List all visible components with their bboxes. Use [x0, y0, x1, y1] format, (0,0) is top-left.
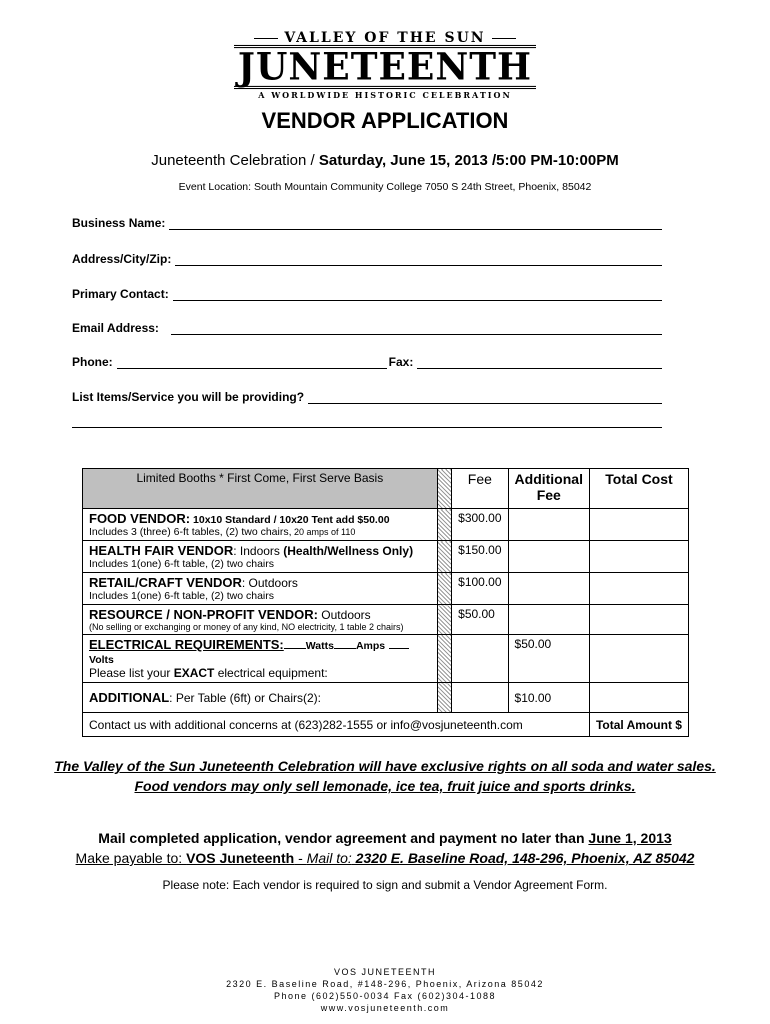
footer-org: VOS JUNETEENTH	[333, 967, 436, 977]
address-label: Address/City/Zip:	[72, 252, 172, 266]
resource-vendor-place: Outdoors	[317, 608, 371, 622]
food-vendor-name: FOOD VENDOR:	[89, 511, 191, 526]
table-row	[83, 541, 689, 573]
retail-vendor-name: RETAIL/CRAFT VENDOR	[89, 575, 242, 590]
electrical-watts: Watts	[305, 640, 334, 652]
logo	[0, 30, 770, 100]
health-vendor-desc: Includes 1(one) 6-ft table, (2) two chairs	[89, 558, 275, 570]
food-vendor-desc: Includes 3 (three) 6-ft tables, (2) two chairs,	[89, 526, 292, 538]
health-total-cell[interactable]	[589, 541, 688, 573]
retail-vendor-fee: $100.00	[452, 573, 508, 605]
email-field[interactable]	[72, 321, 662, 335]
electrical-list-pre: Please list your	[89, 666, 174, 680]
footer	[0, 966, 770, 1014]
items-label: List Items/Service you will be providing?	[72, 390, 305, 404]
additional-fee: $10.00	[508, 683, 589, 713]
food-additional-cell[interactable]	[508, 509, 589, 541]
resource-additional-cell[interactable]	[508, 605, 589, 635]
agreement-note: Please note: Each vendor is required to sign and submit a Vendor Agreement Form.	[162, 878, 608, 892]
table-row	[83, 605, 689, 635]
event-location: Event Location: South Mountain Community College 7050 S 24th Street, Phoenix, 85042	[178, 181, 592, 193]
phone-fax-field[interactable]	[72, 355, 662, 369]
retail-additional-cell[interactable]	[508, 573, 589, 605]
footer-web: www.vosjuneteenth.com	[320, 1003, 450, 1013]
items-field[interactable]	[72, 390, 662, 404]
total-cost-header: Total Cost	[589, 469, 688, 509]
business-name-input[interactable]	[169, 217, 662, 230]
table-row	[83, 683, 689, 713]
mail-deadline	[0, 830, 770, 846]
email-label: Email Address:	[72, 321, 159, 335]
primary-contact-label: Primary Contact:	[72, 287, 169, 301]
health-vendor-fee: $150.00	[452, 541, 508, 573]
retail-vendor-place: : Outdoors	[241, 576, 298, 590]
food-vendor-size: 10x10 Standard / 10x20 Tent add $50.00	[190, 514, 390, 526]
fax-input[interactable]	[417, 356, 662, 369]
additional-desc: : Per Table (6ft) or Chairs(2):	[169, 691, 321, 705]
event-name: Juneteenth Celebration /	[151, 152, 319, 169]
health-vendor-note: (Health/Wellness Only)	[283, 544, 414, 558]
resource-total-cell[interactable]	[589, 605, 688, 635]
total-amount[interactable]: Total Amount $	[589, 713, 688, 737]
electrical-amps: Amps	[355, 640, 386, 652]
table-row	[83, 713, 689, 737]
health-additional-cell[interactable]	[508, 541, 589, 573]
table-row	[83, 573, 689, 605]
mail-deadline-text: Mail completed application, vendor agreement and payment no later than	[98, 830, 589, 846]
booth-table	[82, 468, 689, 737]
food-total-cell[interactable]	[589, 509, 688, 541]
logo-sub-text: A WORLDWIDE HISTORIC CELEBRATION	[258, 90, 512, 100]
payee: VOS Juneteenth	[186, 850, 295, 866]
business-name-field[interactable]	[72, 216, 662, 230]
food-vendor-amps: 20 amps of 110	[291, 527, 356, 537]
retail-total-cell[interactable]	[589, 573, 688, 605]
items-input[interactable]	[308, 391, 662, 404]
retail-vendor-desc: Includes 1(one) 6-ft table, (2) two chairs	[89, 590, 275, 602]
primary-contact-field[interactable]	[72, 287, 662, 301]
additional-name: ADDITIONAL	[89, 690, 170, 705]
electrical-name: ELECTRICAL REQUIREMENTS:	[89, 637, 284, 652]
address-input[interactable]	[175, 253, 662, 266]
health-vendor-name: HEALTH FAIR VENDOR	[89, 543, 234, 558]
table-row	[83, 635, 689, 683]
electrical-list-post: electrical equipment:	[214, 666, 328, 680]
payable-label: Make payable to:	[75, 850, 187, 866]
table-row	[83, 509, 689, 541]
primary-contact-input[interactable]	[173, 288, 662, 301]
footer-address: 2320 E. Baseline Road, #148-296, Phoenix, Arizona 85042	[226, 979, 544, 989]
phone-input[interactable]	[117, 356, 387, 369]
health-vendor-place: : Indoors	[233, 544, 284, 558]
event-line	[0, 152, 770, 169]
booth-header: Limited Booths * First Come, First Serve Basis	[83, 469, 438, 509]
fax-label: Fax:	[388, 355, 414, 369]
food-vendor-notice: Food vendors may only sell lemonade, ice tea, fruit juice and sports drinks.	[134, 778, 636, 794]
food-vendor-fee: $300.00	[452, 509, 508, 541]
footer-phone: Phone (602)550-0034 Fax (602)304-1088	[273, 991, 497, 1001]
mail-deadline-date: June 1, 2013	[588, 830, 672, 846]
email-input[interactable]	[171, 322, 662, 335]
table-header-row	[83, 469, 689, 509]
logo-main-text: JUNETEENTH	[234, 45, 536, 89]
electrical-list-bold: EXACT	[173, 666, 215, 680]
event-date: Saturday, June 15, 2013 /5:00 PM-10:00PM	[318, 152, 619, 169]
address-field[interactable]	[72, 252, 662, 266]
exclusive-rights-notice: The Valley of the Sun Juneteenth Celebration will have exclusive rights on all soda and water sales.	[54, 758, 716, 774]
additional-fee-header: Additional Fee	[508, 469, 589, 509]
page-title: VENDOR APPLICATION	[261, 108, 509, 133]
phone-label: Phone:	[72, 355, 113, 369]
resource-vendor-desc: (No selling or exchanging or money of any kind, NO electricity, 1 table 2 chairs)	[89, 622, 404, 632]
logo-top-text: VALLEY OF THE SUN	[284, 30, 486, 46]
electrical-total-cell[interactable]	[589, 635, 688, 683]
mail-address: 2320 E. Baseline Road, 148-296, Phoenix, AZ 85042	[351, 850, 695, 866]
payable-line: Make payable to: VOS Juneteenth - Mail to: 2320 E. Baseline Road, 148-296, Phoenix, AZ 85042	[75, 850, 695, 866]
contact-info: Contact us with additional concerns at (623)282-1555 or info@vosjuneteenth.com	[83, 713, 590, 737]
resource-vendor-fee: $50.00	[452, 605, 508, 635]
electrical-fee: $50.00	[508, 635, 589, 683]
mail-to-label: Mail to:	[306, 850, 352, 866]
items-input-line2[interactable]	[72, 427, 662, 428]
business-name-label: Business Name:	[72, 216, 166, 230]
resource-vendor-name: RESOURCE / NON-PROFIT VENDOR:	[89, 607, 318, 622]
fee-header: Fee	[452, 469, 508, 509]
additional-total-cell[interactable]	[589, 683, 688, 713]
electrical-volts: Volts	[89, 654, 114, 666]
